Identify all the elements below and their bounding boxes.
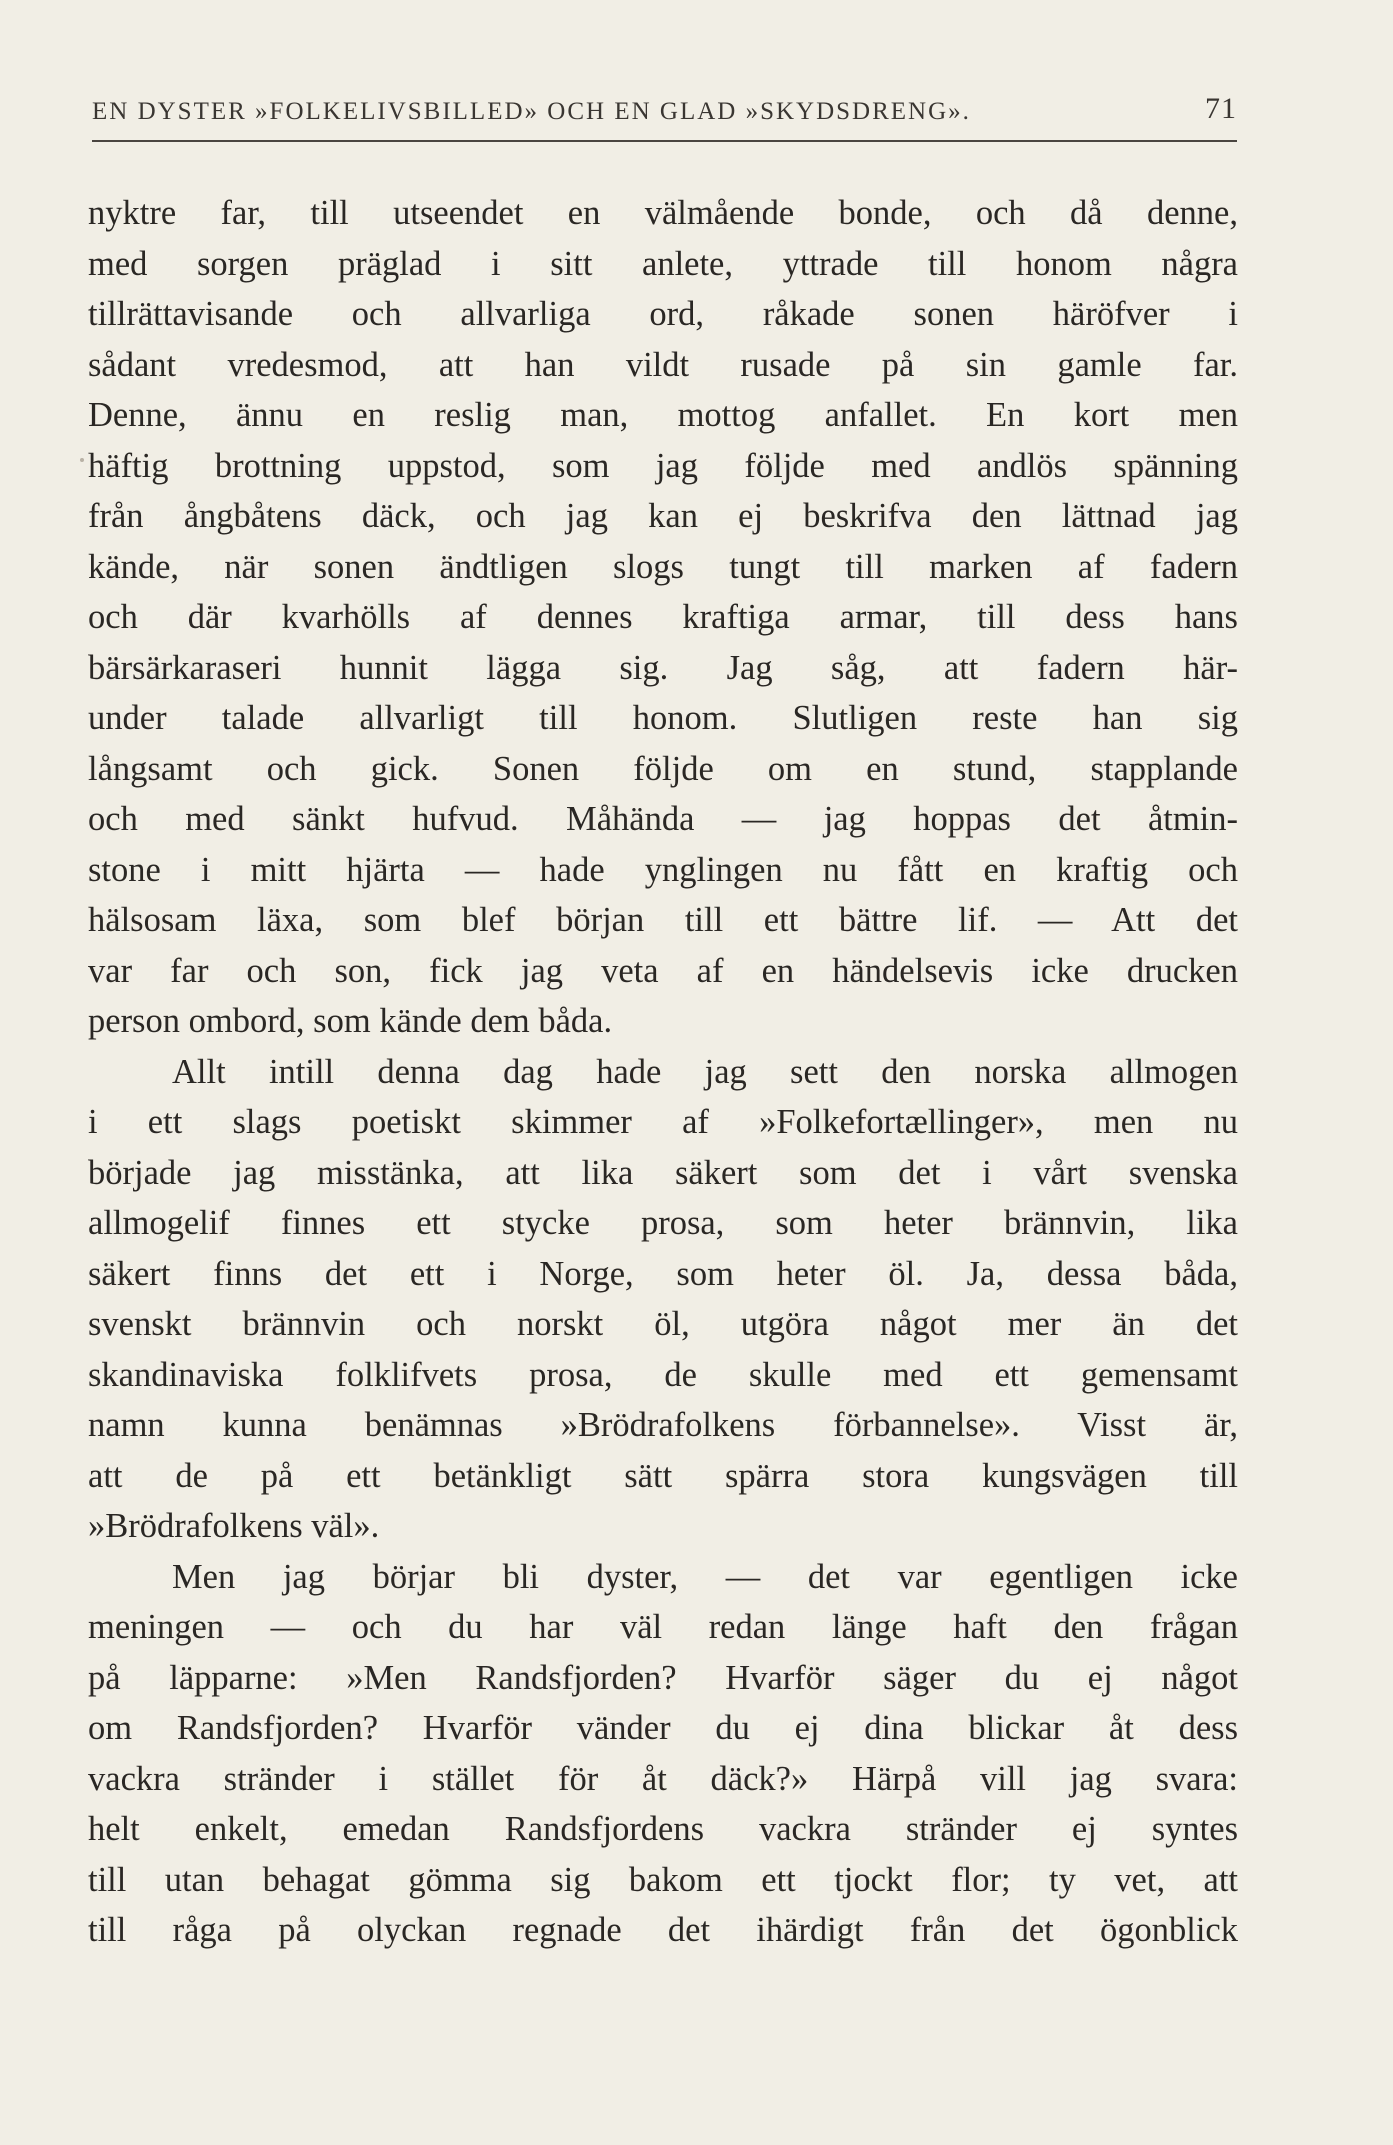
text-line: hälsosam läxa, som blef början till ett bättre lif. — Att det bbox=[88, 901, 1238, 939]
text-line: och med sänkt hufvud. Måhända — jag hoppas det åtmin- bbox=[88, 800, 1238, 838]
text-line: svenskt brännvin och norskt öl, utgöra något mer än det bbox=[88, 1305, 1238, 1343]
text-line: stone i mitt hjärta — hade ynglingen nu fått en kraftig och bbox=[88, 850, 1238, 889]
text-line: »Brödrafolkens väl». bbox=[88, 1507, 380, 1545]
page-number: 71 bbox=[1205, 92, 1237, 125]
text-line: till råga på olyckan regnade det ihärdigt från det ögonblick bbox=[88, 1911, 1238, 1949]
text-line: från ångbåtens däck, och jag kan ej beskrifva den lättnad jag bbox=[88, 497, 1238, 535]
text-line: allmogelif finnes ett stycke prosa, som heter brännvin, lika bbox=[88, 1204, 1238, 1242]
text-line: person ombord, som kände dem båda. bbox=[88, 1002, 613, 1040]
text-line: till utan behagat gömma sig bakom ett tjockt flor; ty vet, att bbox=[88, 1860, 1238, 1899]
text-line: bärsärkaraseri hunnit lägga sig. Jag såg, att fadern här- bbox=[88, 648, 1238, 687]
text-line: skandinaviska folklifvets prosa, de skulle med ett gemensamt bbox=[88, 1355, 1238, 1394]
text-line: helt enkelt, emedan Randsfjordens vackra stränder ej syntes bbox=[88, 1810, 1238, 1848]
text-line: var far och son, fick jag veta af en händelsevis icke drucken bbox=[88, 951, 1238, 990]
body-text bbox=[88, 188, 1238, 1956]
text-line: häftig brottning uppstod, som jag följde med andlös spänning bbox=[88, 446, 1238, 485]
running-head bbox=[92, 82, 1237, 126]
text-line: under talade allvarligt till honom. Slutligen reste han sig bbox=[88, 699, 1238, 737]
text-line: nyktre far, till utseendet en välmående bonde, och då denne, bbox=[88, 194, 1238, 232]
text-line: långsamt och gick. Sonen följde om en stund, stapplande bbox=[88, 749, 1238, 788]
text-line: Denne, ännu en reslig man, mottog anfallet. En kort men bbox=[88, 396, 1238, 434]
text-line: säkert finns det ett i Norge, som heter öl. Ja, dessa båda, bbox=[88, 1254, 1238, 1293]
text-line: vackra stränder i stället för åt däck?» Härpå vill jag svara: bbox=[88, 1759, 1238, 1798]
text-line: och där kvarhölls af dennes kraftiga armar, till dess hans bbox=[88, 598, 1238, 636]
text-line: tillrättavisande och allvarliga ord, råkade sonen häröfver i bbox=[88, 295, 1238, 333]
text-line: kände, när sonen ändtligen slogs tungt till marken af fadern bbox=[88, 547, 1238, 586]
text-line: Men jag börjar bli dyster, — det var egentligen icke bbox=[172, 1557, 1238, 1596]
text-line: namn kunna benämnas »Brödrafolkens förbannelse». Visst är, bbox=[88, 1406, 1238, 1444]
text-line: att de på ett betänkligt sätt spärra stora kungsvägen till bbox=[88, 1456, 1238, 1495]
running-head-title: EN DYSTER »FOLKELIVSBILLED» OCH EN GLAD »SKYDSDRENG». bbox=[92, 98, 971, 125]
text-line: Allt intill denna dag hade jag sett den norska allmogen bbox=[172, 1052, 1238, 1091]
text-line: på läpparne: »Men Randsfjorden? Hvarför säger du ej något bbox=[88, 1658, 1238, 1697]
text-line: började jag misstänka, att lika säkert som det i vårt svenska bbox=[88, 1153, 1238, 1192]
text-line: sådant vredesmod, att han vildt rusade på sin gamle far. bbox=[88, 345, 1238, 384]
text-line: om Randsfjorden? Hvarför vänder du ej dina blickar åt dess bbox=[88, 1709, 1238, 1747]
header-rule bbox=[92, 140, 1237, 142]
margin-speck bbox=[80, 458, 84, 462]
text-line: meningen — och du har väl redan länge haft den frågan bbox=[88, 1608, 1238, 1646]
text-line: med sorgen präglad i sitt anlete, yttrade till honom några bbox=[88, 244, 1238, 283]
text-line: i ett slags poetiskt skimmer af »Folkefortællinger», men nu bbox=[88, 1103, 1238, 1141]
